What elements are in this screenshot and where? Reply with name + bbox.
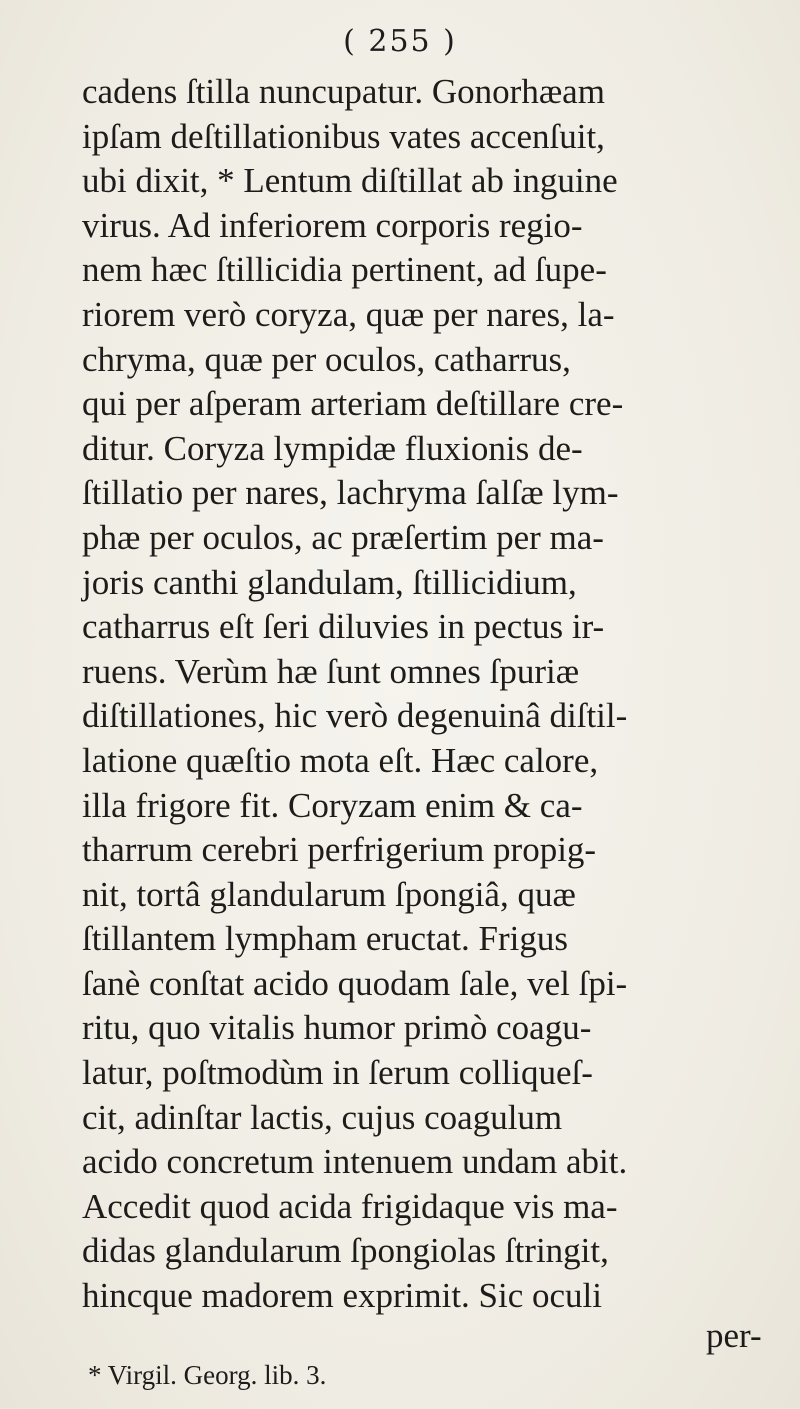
text-line: illa frigore fit. Coryzam enim & ca-: [82, 785, 583, 825]
text-line: ruens. Verùm hæ ſunt omnes ſpuriæ: [82, 651, 580, 691]
text-line: cit, adinſtar lactis, cujus coagulum: [82, 1097, 563, 1137]
text-line: nit, tortâ glandularum ſpongiâ, quæ: [82, 874, 576, 914]
text-line: nem hæc ſtillicidia pertinent, ad ſupe-: [82, 250, 607, 290]
text-line: catharrus eſt ſeri diluvies in pectus ir-: [82, 607, 605, 647]
text-line: chryma, quæ per oculos, catharrus,: [82, 339, 571, 379]
text-line: joris canthi glandulam, ſtillicidium,: [82, 562, 577, 602]
text-line: didas glandularum ſpongiolas ſtringit,: [82, 1231, 609, 1271]
text-line: ipſam deſtillationibus vates accenſuit,: [82, 116, 605, 156]
page-number: ( 255 ): [343, 24, 457, 59]
text-line: cadens ſtilla nuncupatur. Gonorhæam: [82, 72, 605, 111]
text-line: qui per aſperam arteriam deſtillare cre-: [82, 384, 624, 424]
text-line: diſtillationes, hic verò degenuinâ diſtil-: [82, 696, 628, 736]
footnote: * Virgil. Georg. lib. 3.: [88, 1360, 327, 1390]
text-line: ſtillantem lympham eructat. Frigus: [82, 919, 569, 959]
body-text: [82, 70, 782, 1319]
text-line: ditur. Coryza lympidæ fluxionis de-: [82, 428, 583, 468]
text-line: latur, poſtmodùm in ſerum colliqueſ-: [82, 1053, 593, 1093]
text-line: tharrum cerebri perfrigerium propig-: [82, 830, 597, 870]
text-line: ſtillatio per nares, lachryma ſalſæ lym-: [82, 473, 619, 513]
text-line: latione quæſtio mota eſt. Hæc calore,: [82, 740, 599, 780]
text-line: Accedit quod acida frigidaque vis ma-: [82, 1186, 618, 1226]
text-line: ſanè conſtat acido quodam ſale, vel ſpi-: [82, 963, 628, 1003]
text-line: ubi dixit, * Lentum diſtillat ab inguine: [82, 161, 618, 201]
text-line: riorem verò coryza, quæ per nares, la-: [82, 294, 615, 334]
text-line: acido concretum intenuem undam abit.: [82, 1142, 628, 1182]
text-line: virus. Ad inferiorem corporis regio-: [82, 205, 583, 245]
text-line: phæ per oculos, ac præſertim per ma-: [82, 517, 604, 557]
text-line: ritu, quo vitalis humor primò coagu-: [82, 1008, 592, 1048]
catchword: per-: [706, 1316, 762, 1355]
text-line: hincque madorem exprimit. Sic oculi: [82, 1276, 603, 1316]
